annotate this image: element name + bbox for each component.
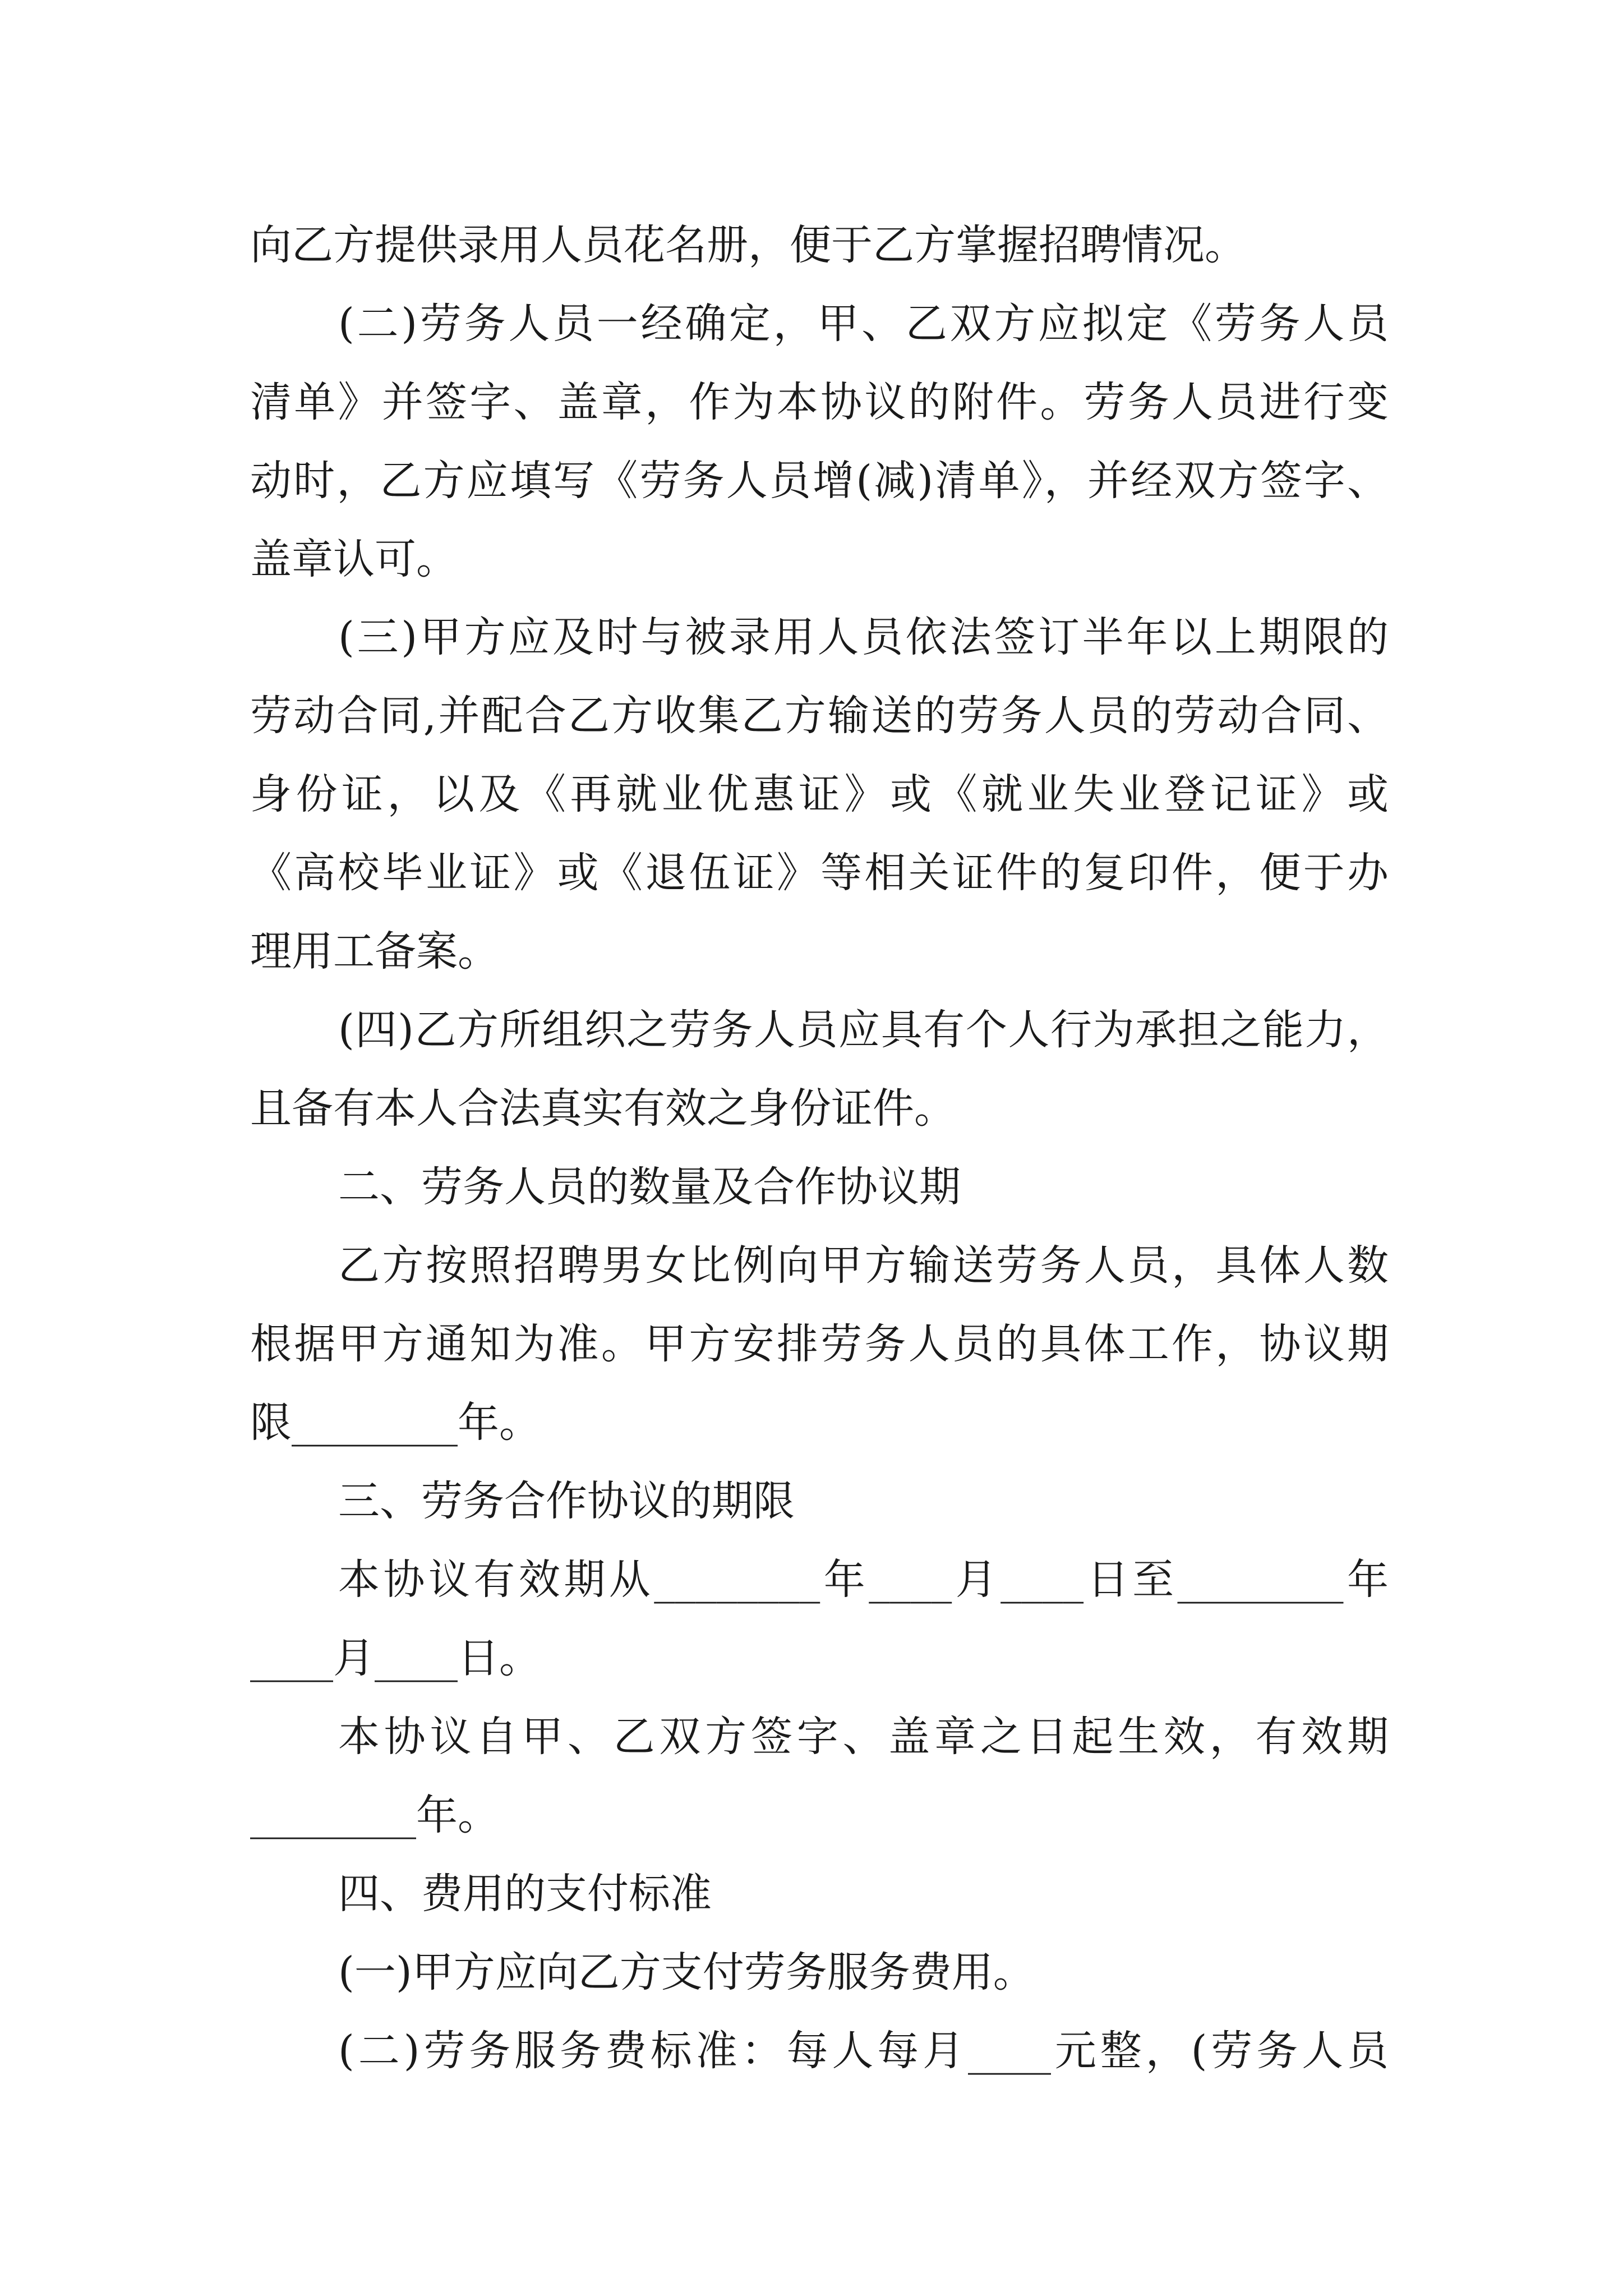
text-line: 清单》并签字、盖章，作为本协议的附件。劳务人员进行变	[250, 378, 1389, 426]
text-line: 盖章认可。	[250, 535, 458, 583]
text-line: ________年。	[250, 1791, 499, 1839]
section-heading: 四、费用的支付标准	[338, 1870, 712, 1918]
text-line: 本协议自甲、乙双方签字、盖章之日起生效，有效期	[338, 1713, 1389, 1761]
text-line: 理用工备案。	[250, 927, 499, 976]
text-line: (一)甲方应向乙方支付劳务服务费用。	[338, 1948, 1035, 1996]
text-line: 身份证，以及《再就业优惠证》或《就业失业登记证》或	[250, 770, 1389, 818]
text-line: 根据甲方通知为准。甲方安排劳务人员的具体工作，协议期	[250, 1320, 1389, 1368]
text-line: 动时，乙方应填写《劳务人员增(减)清单》，并经双方签字、	[250, 457, 1389, 505]
text-line: 向乙方提供录用人员花名册，便于乙方掌握招聘情况。	[250, 221, 1246, 269]
text-line: 乙方按照招聘男女比例向甲方输送劳务人员，具体人数	[338, 1241, 1389, 1290]
text-line: (二)劳务服务费标准：每人每月____元整，(劳务人员	[338, 2027, 1389, 2075]
text-line: ____月____日。	[250, 1634, 541, 1682]
section-heading: 二、劳务人员的数量及合作协议期	[338, 1163, 961, 1211]
text-line: 劳动合同,并配合乙方收集乙方输送的劳务人员的劳动合同、	[250, 692, 1389, 740]
text-line: 且备有本人合法真实有效之身份证件。	[250, 1084, 956, 1133]
text-line: (二)劳务人员一经确定，甲、乙双方应拟定《劳务人员	[338, 300, 1389, 348]
text-line: (四)乙方所组织之劳务人员应具有个人行为承担之能力，	[338, 1006, 1389, 1054]
text-line: 限________年。	[250, 1398, 541, 1447]
section-heading: 三、劳务合作协议的期限	[338, 1477, 795, 1525]
text-line: 本协议有效期从________年____月____日至________年	[338, 1556, 1389, 1604]
text-line: (三)甲方应及时与被录用人员依法签订半年以上期限的	[338, 613, 1389, 661]
text-line: 《高校毕业证》或《退伍证》等相关证件的复印件，便于办	[250, 849, 1389, 897]
